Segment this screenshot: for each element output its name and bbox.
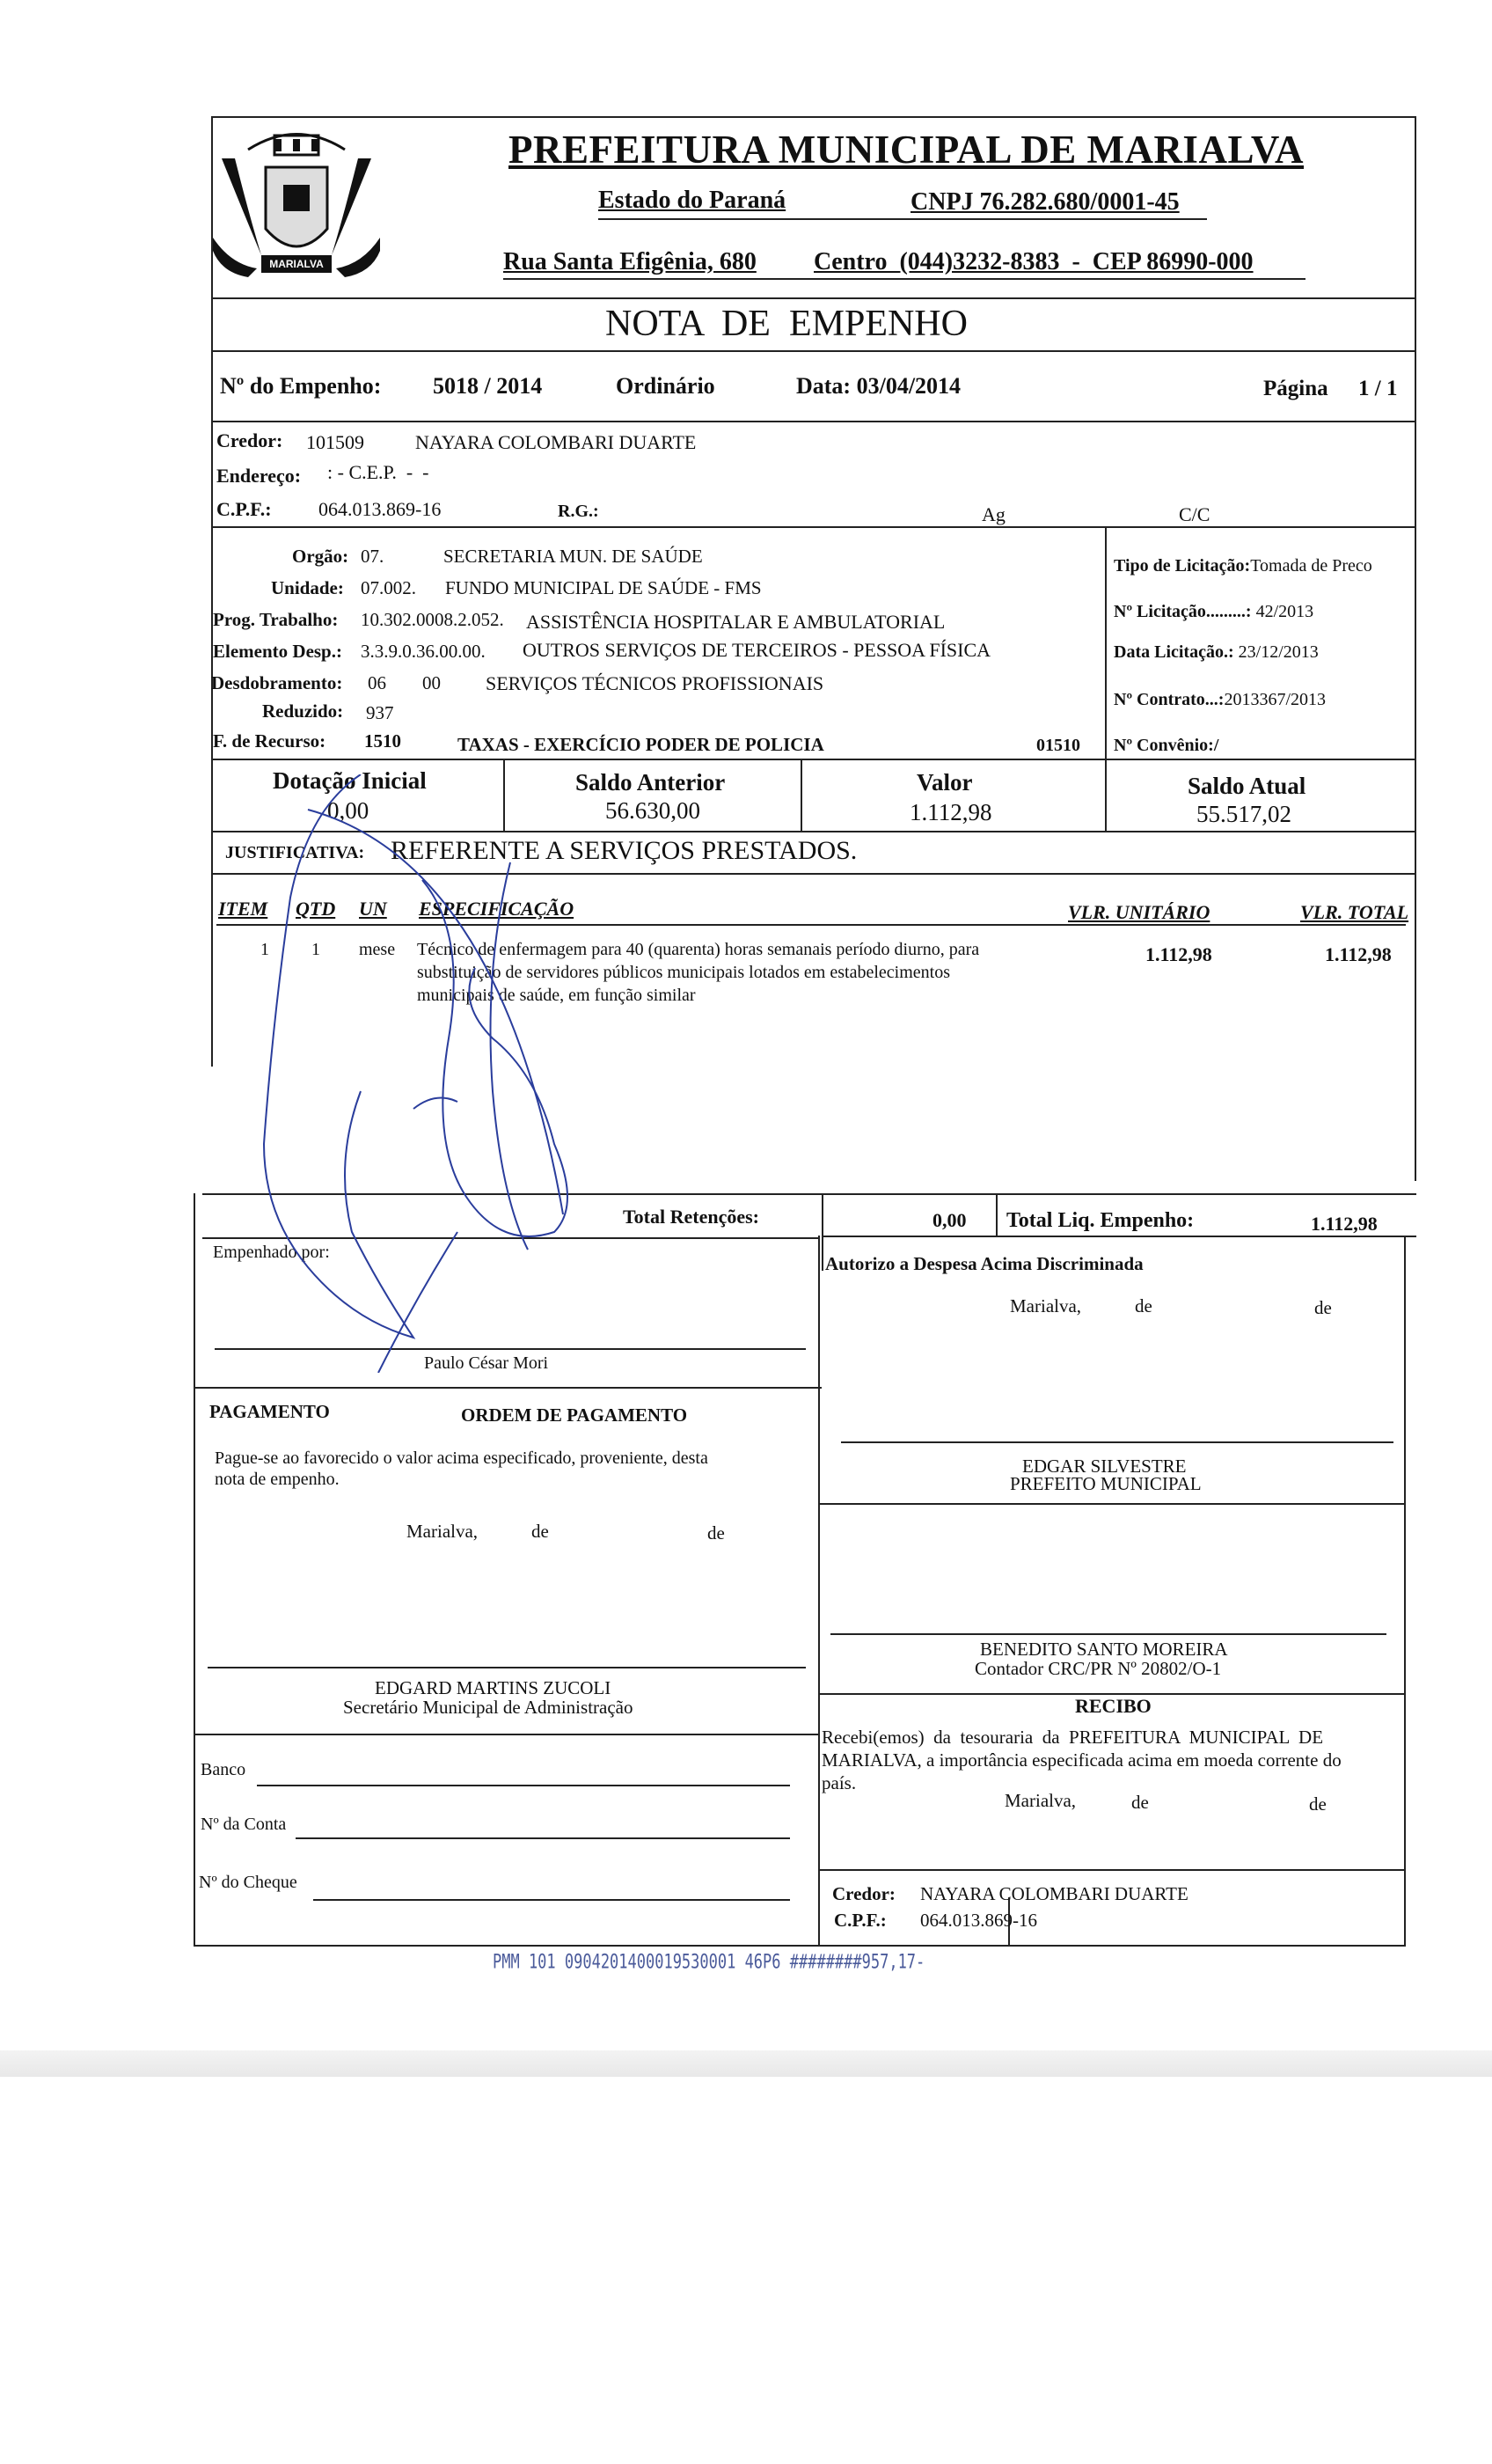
prog-name: ASSISTÊNCIA HOSPITALAR E AMBULATORIAL (526, 611, 946, 633)
col-header-vlr-unitario: VLR. UNITÁRIO (1068, 901, 1210, 923)
endereco-label: Endereço: (216, 465, 302, 487)
desdobramento-name: SERVIÇOS TÉCNICOS PROFISSIONAIS (486, 672, 824, 694)
retencoes-label: Total Retenções: (623, 1206, 759, 1228)
credor-label: Credor: (216, 429, 283, 451)
col-header-especificacao: ESPECIFICAÇÃO (419, 898, 574, 920)
credor-name: NAYARA COLOMBARI DUARTE (415, 431, 697, 453)
ordem-pagamento-label: ORDEM DE PAGAMENTO (461, 1404, 688, 1426)
saldo-atual-value: 55.517,02 (1196, 801, 1291, 827)
row-desc-line2: substituição de servidores públicos municipais lotados em estabelecimentos (417, 963, 950, 982)
desdobramento-b: 00 (422, 672, 441, 693)
pague-line1: Pague-se ao favorecido o valor acima especificado, proveniente, desta (215, 1448, 708, 1468)
row-item: 1 (260, 940, 269, 959)
contrato-label: Nº Contrato...: (1114, 690, 1225, 709)
licitacao-data-label: Data Licitação.: (1114, 642, 1234, 662)
recibo-de1: de (1131, 1792, 1149, 1813)
unidade-label: Unidade: (271, 577, 344, 598)
pagamento-city: Marialva, (406, 1521, 479, 1542)
cnpj-label: CNPJ 76.282.680/0001-45 (911, 188, 1180, 216)
dotacao-inicial-value: 0,00 (327, 797, 369, 824)
row-un: mese (359, 940, 396, 959)
pagamento-de2: de (707, 1522, 725, 1544)
col-header-qtd: QTD (296, 898, 336, 920)
licitacao-numero: 42/2013 (1255, 602, 1314, 621)
recibo-de2: de (1309, 1793, 1327, 1815)
recurso-number: 01510 (1036, 736, 1080, 755)
prefeito-nome: EDGAR SILVESTRE (1022, 1456, 1187, 1477)
recurso-name: TAXAS - EXERCÍCIO PODER DE POLICIA (457, 734, 824, 755)
pague-line2: nota de empenho. (215, 1470, 340, 1489)
row-desc-line3: municipais de saúde, em função similar (417, 986, 696, 1005)
col-header-item: ITEM (218, 898, 268, 920)
handwritten-signature (202, 774, 695, 1373)
liquido-label: Total Liq. Empenho: (1006, 1209, 1195, 1232)
row-qtd: 1 (311, 940, 320, 959)
recibo-cpf-value: 064.013.869-16 (920, 1910, 1037, 1931)
row-unitario: 1.112,98 (1145, 943, 1212, 965)
desdobramento-a: 06 (368, 672, 386, 693)
row-total: 1.112,98 (1325, 943, 1392, 965)
reduzido-label: Reduzido: (262, 700, 344, 722)
recibo-line3: país. (822, 1772, 857, 1793)
orgao-name: SECRETARIA MUN. DE SAÚDE (443, 546, 703, 567)
autorizo-de2: de (1314, 1297, 1332, 1318)
recibo-line1: Recebi(emos) da tesouraria da PREFEITURA MUNICIPAL DE (822, 1727, 1324, 1748)
cc-label: C/C (1179, 503, 1210, 525)
valor-label: Valor (917, 769, 973, 796)
justificativa-label: JUSTIFICATIVA: (225, 843, 365, 862)
convenio-label: Nº Convênio:/ (1114, 736, 1219, 755)
page-title: PREFEITURA MUNICIPAL DE MARIALVA (508, 128, 1305, 172)
empenho-number: 5018 / 2014 (433, 373, 543, 399)
state-label: Estado do Paraná (598, 187, 786, 214)
coat-of-arms (213, 123, 380, 296)
empenhado-nome: Paulo César Mori (424, 1353, 549, 1373)
recibo-cpf-label: C.P.F.: (834, 1910, 887, 1931)
pagamento-de1: de (531, 1521, 549, 1542)
cpf-label: C.P.F.: (216, 498, 272, 520)
credor-code: 101509 (306, 431, 364, 453)
recibo-title: RECIBO (1075, 1695, 1152, 1717)
licitacao-tipo: Tomada de Preco (1250, 556, 1372, 576)
recibo-line2: MARIALVA, a importância especificada acima em moeda corrente do (822, 1749, 1342, 1771)
empenho-type: Ordinário (616, 373, 715, 399)
recurso-label: F. de Recurso: (213, 730, 326, 752)
cheque-label: Nº do Cheque (199, 1873, 297, 1892)
justificativa-text: REFERENTE A SERVIÇOS PRESTADOS. (391, 836, 858, 865)
recibo-credor-nome: NAYARA COLOMBARI DUARTE (920, 1883, 1188, 1904)
orgao-code: 07. (361, 546, 384, 567)
col-header-vlr-total: VLR. TOTAL (1300, 901, 1409, 923)
secretario-nome: EDGARD MARTINS ZUCOLI (375, 1677, 611, 1698)
elemento-code: 3.3.9.0.36.00.00. (361, 641, 486, 662)
rg-label: R.G.: (558, 502, 599, 521)
autorizo-de1: de (1135, 1295, 1152, 1316)
saldo-anterior-value: 56.630,00 (605, 797, 700, 824)
address-label: Centro (044)3232-8383 - CEP 86990-000 (814, 248, 1254, 275)
banco-label: Banco (201, 1760, 246, 1779)
pagamento-label: PAGAMENTO (209, 1401, 330, 1422)
ag-label: Ag (982, 503, 1006, 525)
elemento-label: Elemento Desp.: (213, 641, 342, 662)
liquido-value: 1.112,98 (1311, 1213, 1378, 1235)
empenho-number-label: Nº do Empenho: (220, 373, 382, 399)
recibo-city: Marialva, (1005, 1790, 1077, 1811)
licitacao-numero-label: Nº Licitação.........: (1114, 602, 1252, 621)
autorizo-city: Marialva, (1010, 1295, 1082, 1316)
recurso-code: 1510 (364, 730, 401, 752)
scan-edge (0, 2050, 1492, 2077)
licitacao-data: 23/12/2013 (1238, 642, 1319, 662)
dotacao-inicial-label: Dotação Inicial (273, 767, 427, 794)
autorizo-label: Autorizo a Despesa Acima Discriminada (825, 1253, 1144, 1274)
prog-label: Prog. Trabalho: (213, 609, 339, 630)
col-header-un: UN (359, 898, 387, 920)
orgao-label: Orgão: (292, 546, 349, 567)
retencoes-value: 0,00 (933, 1209, 967, 1231)
empenho-date: Data: 03/04/2014 (796, 373, 962, 399)
unidade-code: 07.002. (361, 577, 416, 598)
contador-cargo: Contador CRC/PR Nº 20802/O-1 (975, 1658, 1222, 1679)
contador-nome: BENEDITO SANTO MOREIRA (980, 1639, 1228, 1660)
recibo-credor-label: Credor: (832, 1883, 896, 1904)
prog-code: 10.302.0008.2.052. (361, 609, 504, 630)
valor-value: 1.112,98 (910, 799, 992, 825)
svg-text:MARIALVA: MARIALVA (269, 258, 324, 270)
empenhado-label: Empenhado por: (213, 1243, 330, 1262)
doc-title: NOTA DE EMPENHO (605, 304, 968, 344)
desdobramento-label: Desdobramento: (211, 672, 343, 693)
cpf-value: 064.013.869-16 (318, 498, 442, 520)
saldo-atual-label: Saldo Atual (1188, 773, 1306, 799)
page-label: Página (1263, 377, 1328, 400)
saldo-anterior-label: Saldo Anterior (575, 769, 726, 796)
contrato-value: 2013367/2013 (1224, 690, 1327, 709)
page-number: 1 / 1 (1358, 377, 1398, 400)
reduzido-value: 937 (366, 702, 394, 723)
endereco-value: : - C.E.P. - - (327, 461, 429, 483)
unidade-name: FUNDO MUNICIPAL DE SAÚDE - FMS (445, 577, 762, 598)
elemento-name: OUTROS SERVIÇOS DE TERCEIROS - PESSOA FÍSICA (523, 639, 991, 661)
street-label: Rua Santa Efigênia, 680 (503, 248, 757, 275)
prefeito-cargo: PREFEITO MUNICIPAL (1010, 1473, 1202, 1494)
mechanical-stamp: PMM 101 0904201400019530001 46P6 ########957,17- (493, 1951, 925, 1974)
licitacao-tipo-label: Tipo de Licitação: (1114, 556, 1251, 576)
secretario-cargo: Secretário Municipal de Administração (343, 1697, 633, 1718)
conta-label: Nº da Conta (201, 1815, 287, 1834)
row-desc-line1: Técnico de enfermagem para 40 (quarenta) horas semanais período diurno, para (417, 940, 980, 959)
